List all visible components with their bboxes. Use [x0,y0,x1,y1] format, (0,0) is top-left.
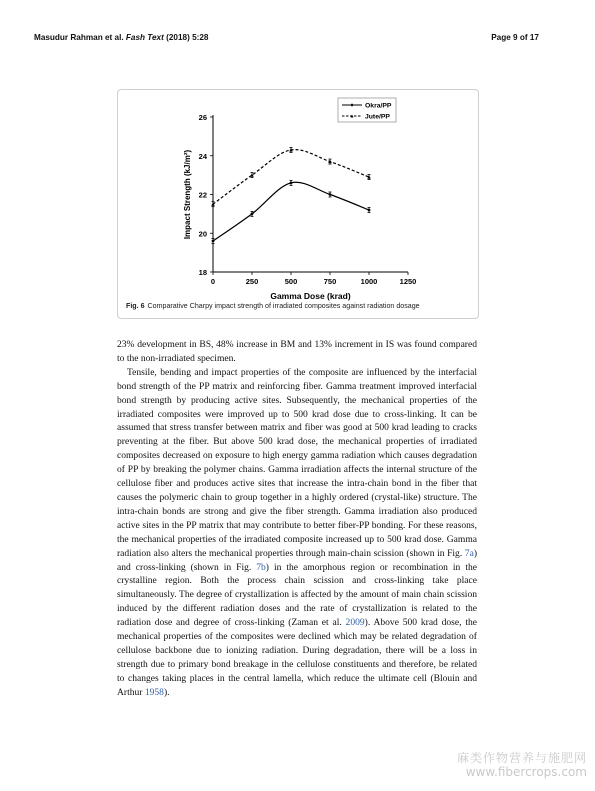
legend-label-okra-pp: Okra/PP [365,102,392,110]
paragraph-2-text-a: Tensile, bending and impact properties of the composite are influenced by the interfacial bond strength of the PP matrix and reinforcing fiber. Gamma treatment improved interfacial bond strength by producing active sites. Subsequently, the mechanical properties of the irradiated composites were improved up to 500 krad dose due to cross-linking. It can be assumed that stress transfer between matrix and fiber was good at 500 krad leading to cracks preventing at the fiber. But above 500 krad dose, the mechanical properties of irradiated composites decreased on exposure to high energy gamma radiation which causes degradation of PP by breaking the polymer chains. Gamma irradiation affects the internal structure of the cellulose fiber and produces active sites that increase the intra-chain bond in the fiber that causes the polymeric chain to group together in a highly ordered (crystal-like) structure. The intra-chain bonds are strong and give the fiber strength. Gamma irradiation also produced active sites in the PP matrix that may contribute to better fiber-PP bonding. For these reasons, the mechanical properties of the irradiated composite increased up to 500 krad dose. Gamma radiation also alters the mechanical properties through main-chain scission (shown in Fig. [117,366,477,559]
series-line-okra-pp [213,182,369,241]
data-point-okra-pp [367,208,371,212]
header-authors: Masudur Rahman et al. [34,33,124,42]
watermark-line-2: www.fibercrops.com [465,765,587,779]
x-axis-title: Gamma Dose (krad) [270,291,351,301]
y-tick-label: 22 [198,190,207,200]
watermark [457,751,587,779]
y-tick-label: 24 [198,151,207,161]
page-number: Page 9 of 17 [491,33,539,42]
x-tick-label: 1000 [360,277,378,286]
x-tick-label: 1250 [399,277,417,286]
zaman-2009-link[interactable]: 2009 [345,617,365,629]
y-axis-title: Impact Strength (kJ/m²) [183,149,192,240]
y-tick-label: 20 [198,229,207,239]
data-point-okra-pp [328,193,332,197]
x-tick-label: 750 [323,277,337,286]
paragraph-2-text-d: ). Above 500 krad dose, the mechanical properties of the composites were declined which may be related degradation of cellulose backbone due to ionizing radiation. During degradation, there will be a loss in strength due to primary bond breakage in the cellulose constituents and therefore, be related to changes taking places in the central lamella, which reduce the ultimate cell (Blouin and Arthur [117,617,477,698]
x-tick-label: 0 [210,277,216,286]
running-header-citation [34,33,208,42]
watermark-line-1: 麻类作物营养与施肥网 [456,751,587,765]
y-tick-label: 18 [198,268,207,277]
paragraph-2-text-e: ). [163,686,170,698]
header-citation: (2018) 5:28 [166,33,209,42]
paragraph-2 [117,366,477,700]
header-journal: Fash Text [125,33,164,42]
fig-7a-link[interactable]: 7a [464,547,474,559]
series-line-jute-pp [213,150,369,205]
article-body [117,338,477,700]
y-tick-label: 26 [198,113,207,122]
impact-strength-chart [118,90,478,318]
fig-7b-link[interactable]: 7b [256,561,266,573]
paragraph-2-text-c: ) in the amorphous region or recombination in the crystalline region. Both the process chain scission and cross-linking take place simultaneously. The degree of crystallization is affected by the amount of main chain scission induced by the different radiation doses and the rate of crystallization is related to the radiation dose and degree of cross-linking (Zaman et al. [117,561,477,629]
x-tick-label: 500 [284,277,298,286]
data-point-okra-pp [289,181,293,185]
paragraph-2-text-b: ) and cross-linking (shown in Fig. [117,547,477,573]
legend-label-jute-pp: Jute/PP [365,113,390,121]
figure-label: Fig. 6 [126,302,145,310]
figure-caption-text: Comparative Charpy impact strength of irradiated composites against radiation dosage [147,302,420,310]
x-tick-label: 250 [245,277,259,286]
blouin-1958-link[interactable]: 1958 [144,686,164,698]
figure-caption [126,302,420,310]
paragraph-1: 23% development in BS, 48% increase in BM and 13% increment in IS was found compared to the non-irradiated specimen. [117,339,477,364]
figure-6 [117,89,479,319]
